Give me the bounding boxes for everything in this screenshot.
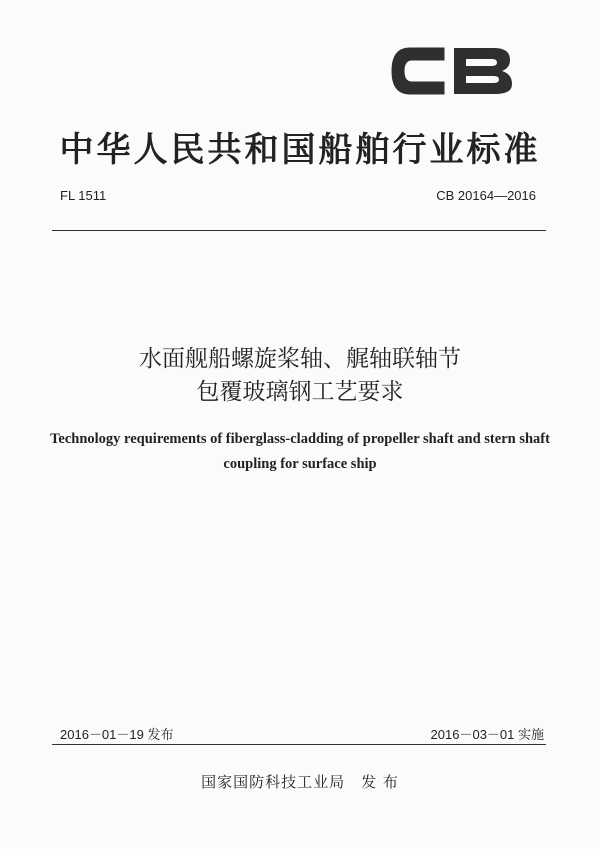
cb-logo-graphic [388, 42, 516, 100]
title-en-line2: coupling for surface ship [223, 456, 377, 472]
title-en-line1: Technology requirements of fiberglass-cladding of propeller shaft and stern shaft [50, 431, 550, 447]
cb-logo [388, 42, 516, 100]
title-cn-line1: 水面舰船螺旋桨轴、艉轴联轴节 [139, 346, 461, 372]
issue-date: 2016－01－19 发布 [60, 727, 174, 742]
issuer: 国家国防科技工业局 发 布 [201, 773, 399, 791]
org-title: 中华人民共和国船舶行业标准 [59, 130, 541, 170]
header-divider [52, 230, 546, 231]
classification-code: FL 1511 [60, 188, 107, 203]
title-cn-line2: 包覆玻璃钢工艺要求 [196, 379, 404, 405]
standard-number: CB 20164—2016 [436, 188, 536, 203]
footer-divider [52, 744, 546, 745]
implementation-date: 2016－03－01 实施 [430, 727, 544, 742]
